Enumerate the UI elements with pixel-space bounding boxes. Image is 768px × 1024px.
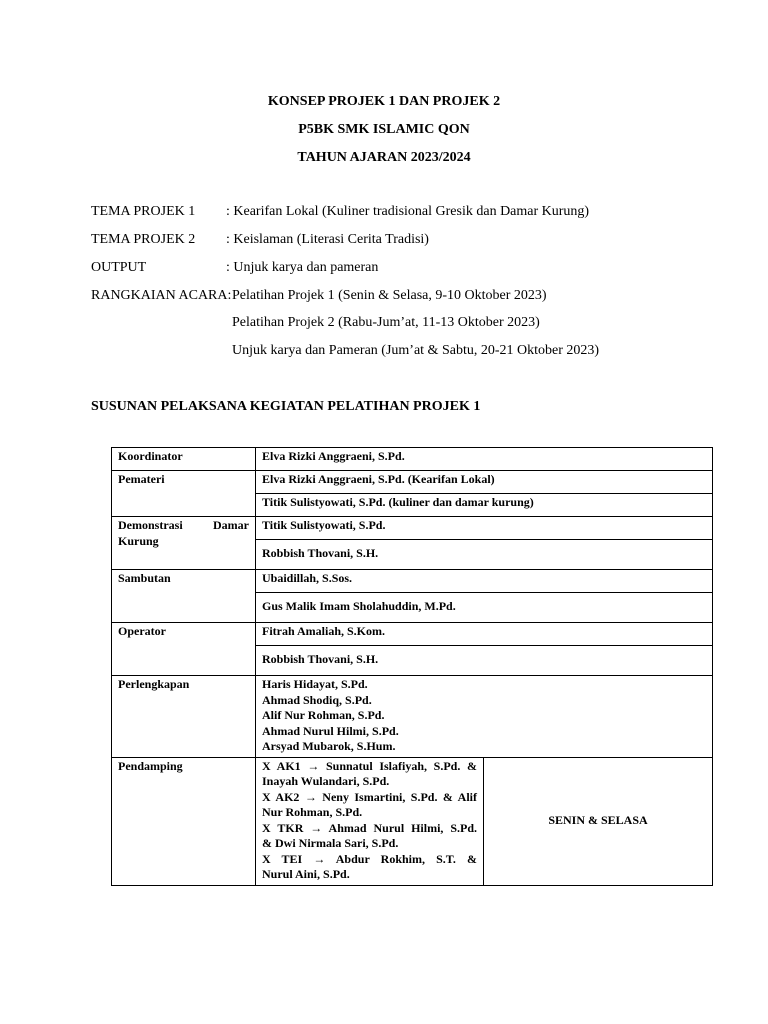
person-line: Nur Rohman, S.Pd. [262,805,363,819]
person-line: Ahmad Shodiq, S.Pd. [262,692,372,707]
person-line: X AK2 → Neny Ismartini, S.Pd. & Alif [262,789,477,804]
person-cell: Fitrah Amaliah, S.Kom. [256,623,713,646]
info-value: Pelatihan Projek 1 (Senin & Selasa, 9-10 Oktober 2023) [232,288,547,303]
table-row [112,676,713,758]
school-name: P5BK SMK ISLAMIC QON [298,122,470,137]
person-cell: Robbish Thovani, S.H. [256,646,713,676]
info-label: TEMA PROJEK 1 [91,204,196,219]
person-cell: Elva Rizki Anggraeni, S.Pd. [256,448,713,471]
schedule-day-cell: SENIN & SELASA [484,757,713,885]
person-line: Alif Nur Rohman, S.Pd. [262,708,385,722]
info-value: Pelatihan Projek 2 (Rabu-Jum’at, 11-13 Oktober 2023) [232,315,540,330]
person-cell: Elva Rizki Anggraeni, S.Pd. (Kearifan Lokal) [256,471,713,494]
person-line: Arsyad Mubarok, S.Hum. [262,739,396,753]
table-row [112,517,713,540]
role-label-line [118,518,249,534]
info-value: : Keislaman (Literasi Cerita Tradisi) [226,232,429,247]
info-row-output [91,259,379,277]
table-row [112,448,713,471]
person-line: X AK1 → Sunnatul Islafiyah, S.Pd. & [262,758,477,773]
role-cell: Perlengkapan [112,676,256,758]
table-row [112,623,713,646]
role-cell: Sambutan [112,570,256,623]
person-line: Ahmad Nurul Hilmi, S.Pd. [262,723,399,738]
info-row-tema-2 [91,231,429,249]
person-line: X TEI → Abdur Rokhim, S.T. & [262,851,477,866]
info-value: : Unjuk karya dan pameran [226,260,379,275]
role-label-part: Kurung [118,533,159,548]
role-cell: Pendamping [112,757,256,885]
person-line: Haris Hidayat, S.Pd. [262,677,368,691]
table-row [112,570,713,593]
role-label-part: Damar [213,518,249,532]
table-row [112,757,713,885]
person-list-cell [256,676,713,758]
person-cell: Gus Malik Imam Sholahuddin, M.Pd. [256,593,713,623]
info-row-tema-1 [91,203,590,221]
person-line: Nurul Aini, S.Pd. [262,867,350,881]
role-cell: Koordinator [112,448,256,471]
info-label: OUTPUT [91,260,147,275]
role-cell: Pemateri [112,471,256,517]
info-label: RANGKAIAN ACARA: [91,288,232,303]
academic-year: TAHUN AJARAN 2023/2024 [297,150,471,165]
section-heading: SUSUNAN PELAKSANA KEGIATAN PELATIHAN PROJEK 1 [91,399,481,414]
info-row-rangkaian-acara [91,287,547,305]
role-cell: Operator [112,623,256,676]
person-cell: Titik Sulistyowati, S.Pd. [256,517,713,540]
person-line: Inayah Wulandari, S.Pd. [262,774,390,788]
role-cell [112,517,256,570]
person-cell: Titik Sulistyowati, S.Pd. (kuliner dan damar kurung) [256,494,713,517]
person-list-cell [256,757,484,885]
info-value: : Kearifan Lokal (Kuliner tradisional Gresik dan Damar Kurung) [226,204,590,219]
person-line: X TKR → Ahmad Nurul Hilmi, S.Pd. [262,820,477,835]
document-title: KONSEP PROJEK 1 DAN PROJEK 2 [267,94,501,109]
info-label: TEMA PROJEK 2 [91,232,196,247]
table-row [112,471,713,494]
info-value: Unjuk karya dan Pameran (Jum’at & Sabtu, 20-21 Oktober 2023) [232,343,600,358]
committee-table [111,447,713,886]
person-line: & Dwi Nirmala Sari, S.Pd. [262,836,399,850]
person-cell: Robbish Thovani, S.H. [256,540,713,570]
person-cell: Ubaidillah, S.Sos. [256,570,713,593]
role-label-part: Demonstrasi [118,518,183,532]
